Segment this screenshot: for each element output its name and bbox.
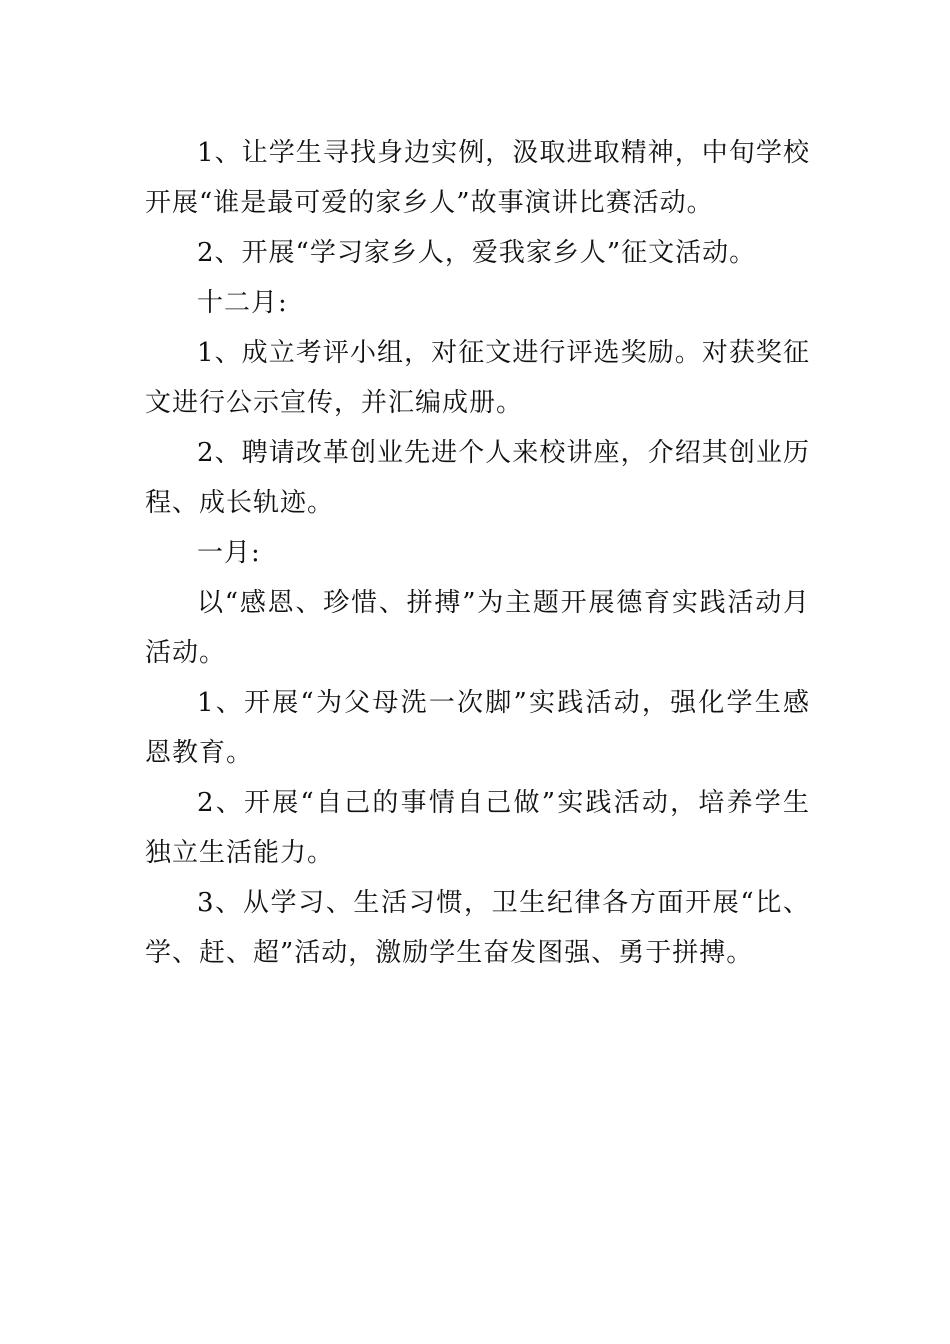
paragraph-7: 2、开展“自己的事情自己做”实践活动，培养学生独立生活能力。 bbox=[145, 788, 810, 868]
paragraph-8: 3、从学习、生活习惯，卫生纪律各方面开展“比、学、赶、超”活动，激励学生奋发图强、勇于拼搏。 bbox=[145, 888, 810, 968]
section-heading-december: 十二月: bbox=[197, 288, 288, 318]
paragraph-5: 以“感恩、珍惜、拼搏”为主题开展德育实践活动月活动。 bbox=[145, 588, 810, 668]
paragraph-1: 1、让学生寻找身边实例，汲取进取精神，中旬学校开展“谁是最可爱的家乡人”故事演讲比赛活动。 bbox=[145, 138, 810, 218]
paragraph-6: 1、开展“为父母洗一次脚”实践活动，强化学生感恩教育。 bbox=[145, 688, 810, 768]
paragraph-2: 2、开展“学习家乡人，爱我家乡人”征文活动。 bbox=[197, 238, 757, 268]
section-heading-january: 一月: bbox=[197, 538, 261, 568]
paragraph-4: 2、聘请改革创业先进个人来校讲座，介绍其创业历程、成长轨迹。 bbox=[145, 438, 810, 518]
paragraph-3: 1、成立考评小组，对征文进行评选奖励。对获奖征文进行公示宣传，并汇编成册。 bbox=[145, 338, 810, 418]
document-body bbox=[145, 128, 810, 978]
